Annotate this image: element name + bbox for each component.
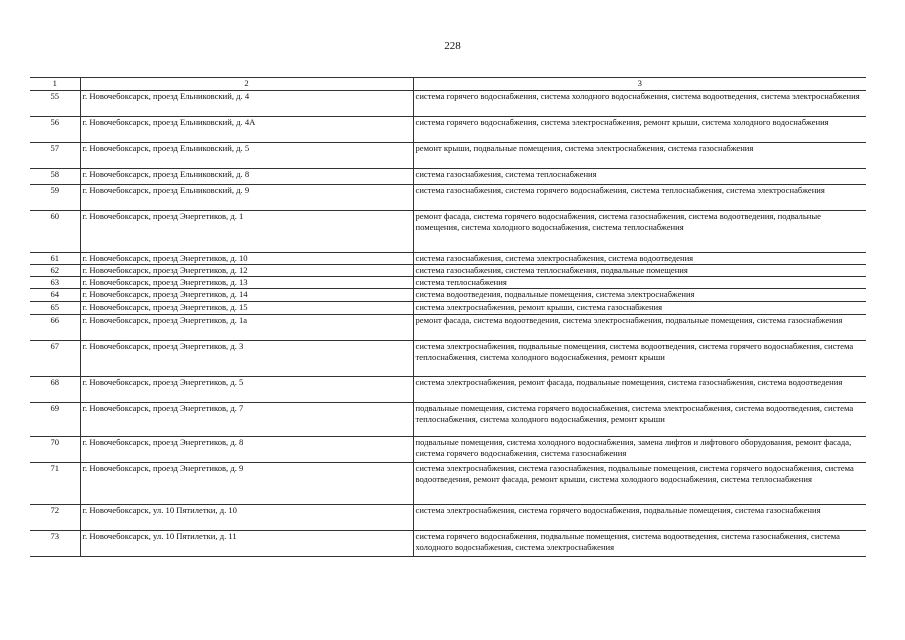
row-works: система электроснабжения, система газоснабжения, подвальные помещения, система горячего водоснабжения, система водоотведения, ремонт фасада, ремонт крыши, система холодного водоснабжения, система теплоснабжения bbox=[413, 463, 866, 505]
row-number: 57 bbox=[30, 143, 80, 169]
row-number: 56 bbox=[30, 117, 80, 143]
row-address: г. Новочебоксарск, проезд Энергетиков, д. 1 bbox=[80, 211, 413, 253]
row-number: 65 bbox=[30, 302, 80, 315]
row-works: система теплоснабжения bbox=[413, 277, 866, 289]
row-number: 68 bbox=[30, 377, 80, 403]
row-address: г. Новочебоксарск, проезд Энергетиков, д. 15 bbox=[80, 302, 413, 315]
table-header-row bbox=[30, 78, 866, 91]
row-address: г. Новочебоксарск, проезд Энергетиков, д. 13 bbox=[80, 277, 413, 289]
row-works: ремонт фасада, система горячего водоснабжения, система газоснабжения, система водоотведения, подвальные помещения, система холодного водоснабжения, система теплоснабжения bbox=[413, 211, 866, 253]
row-works: система горячего водоснабжения, система электроснабжения, ремонт крыши, система холодного водоснабжения bbox=[413, 117, 866, 143]
row-works: подвальные помещения, система горячего водоснабжения, система электроснабжения, система водоотведения, система теплоснабжения, система холодного водоснабжения, ремонт крыши bbox=[413, 403, 866, 437]
table-row bbox=[30, 211, 866, 253]
table-row bbox=[30, 277, 866, 289]
table-row bbox=[30, 505, 866, 531]
row-address: г. Новочебоксарск, ул. 10 Пятилетки, д. 11 bbox=[80, 531, 413, 557]
row-number: 63 bbox=[30, 277, 80, 289]
row-works: система газоснабжения, система теплоснабжения, подвальные помещения bbox=[413, 265, 866, 277]
table-row bbox=[30, 143, 866, 169]
row-address: г. Новочебоксарск, проезд Ельниковский, д. 9 bbox=[80, 185, 413, 211]
table-row bbox=[30, 265, 866, 277]
row-number: 67 bbox=[30, 341, 80, 377]
row-works: ремонт фасада, система водоотведения, система электроснабжения, подвальные помещения, система газоснабжения bbox=[413, 315, 866, 341]
row-number: 62 bbox=[30, 265, 80, 277]
row-number: 70 bbox=[30, 437, 80, 463]
row-address: г. Новочебоксарск, проезд Энергетиков, д. 1а bbox=[80, 315, 413, 341]
row-number: 72 bbox=[30, 505, 80, 531]
row-works: подвальные помещения, система холодного водоснабжения, замена лифтов и лифтового оборудования, ремонт фасада, система горячего водоснабжения, система газоснабжения bbox=[413, 437, 866, 463]
row-works: система газоснабжения, система электроснабжения, система водоотведения bbox=[413, 253, 866, 265]
table-row bbox=[30, 377, 866, 403]
row-number: 66 bbox=[30, 315, 80, 341]
table-row bbox=[30, 117, 866, 143]
row-address: г. Новочебоксарск, проезд Ельниковский, д. 4 bbox=[80, 91, 413, 117]
row-address: г. Новочебоксарск, проезд Энергетиков, д. 12 bbox=[80, 265, 413, 277]
row-address: г. Новочебоксарск, проезд Энергетиков, д. 7 bbox=[80, 403, 413, 437]
table-row bbox=[30, 169, 866, 185]
table-row bbox=[30, 315, 866, 341]
table-row bbox=[30, 253, 866, 265]
row-address: г. Новочебоксарск, проезд Ельниковский, д. 8 bbox=[80, 169, 413, 185]
row-works: система электроснабжения, система горячего водоснабжения, подвальные помещения, система газоснабжения bbox=[413, 505, 866, 531]
row-number: 55 bbox=[30, 91, 80, 117]
row-works: система газоснабжения, система теплоснабжения bbox=[413, 169, 866, 185]
column-header-number: 1 bbox=[30, 78, 80, 91]
column-header-address: 2 bbox=[80, 78, 413, 91]
buildings-table bbox=[30, 77, 866, 557]
row-address: г. Новочебоксарск, ул. 10 Пятилетки, д. 10 bbox=[80, 505, 413, 531]
table-row bbox=[30, 341, 866, 377]
row-number: 59 bbox=[30, 185, 80, 211]
row-works: ремонт крыши, подвальные помещения, система электроснабжения, система газоснабжения bbox=[413, 143, 866, 169]
table-row bbox=[30, 437, 866, 463]
row-number: 73 bbox=[30, 531, 80, 557]
row-works: система горячего водоснабжения, система холодного водоснабжения, система водоотведения, система электроснабжения bbox=[413, 91, 866, 117]
table-row bbox=[30, 531, 866, 557]
row-works: система электроснабжения, ремонт крыши, система газоснабжения bbox=[413, 302, 866, 315]
row-works: система горячего водоснабжения, подвальные помещения, система водоотведения, система газоснабжения, система холодного водоснабжения, система электроснабжения bbox=[413, 531, 866, 557]
table-row bbox=[30, 91, 866, 117]
row-number: 64 bbox=[30, 289, 80, 302]
row-address: г. Новочебоксарск, проезд Энергетиков, д. 3 bbox=[80, 341, 413, 377]
row-address: г. Новочебоксарск, проезд Энергетиков, д. 14 bbox=[80, 289, 413, 302]
row-address: г. Новочебоксарск, проезд Ельниковский, д. 5 bbox=[80, 143, 413, 169]
column-header-works: 3 bbox=[413, 78, 866, 91]
row-works: система водоотведения, подвальные помещения, система электроснабжения bbox=[413, 289, 866, 302]
row-address: г. Новочебоксарск, проезд Энергетиков, д. 5 bbox=[80, 377, 413, 403]
row-address: г. Новочебоксарск, проезд Энергетиков, д. 10 bbox=[80, 253, 413, 265]
row-number: 61 bbox=[30, 253, 80, 265]
row-works: система электроснабжения, ремонт фасада, подвальные помещения, система газоснабжения, система водоотведения bbox=[413, 377, 866, 403]
row-works: система электроснабжения, подвальные помещения, система водоотведения, система горячего водоснабжения, система теплоснабжения, система холодного водоснабжения, ремонт крыши bbox=[413, 341, 866, 377]
row-address: г. Новочебоксарск, проезд Ельниковский, д. 4А bbox=[80, 117, 413, 143]
table-row bbox=[30, 463, 866, 505]
table-row bbox=[30, 185, 866, 211]
row-number: 69 bbox=[30, 403, 80, 437]
table-body bbox=[30, 91, 866, 557]
page-number: 228 bbox=[444, 40, 461, 52]
row-number: 71 bbox=[30, 463, 80, 505]
row-address: г. Новочебоксарск, проезд Энергетиков, д. 9 bbox=[80, 463, 413, 505]
row-address: г. Новочебоксарск, проезд Энергетиков, д. 8 bbox=[80, 437, 413, 463]
table-row bbox=[30, 289, 866, 302]
table-row bbox=[30, 403, 866, 437]
row-works: система газоснабжения, система горячего водоснабжения, система теплоснабжения, система электроснабжения bbox=[413, 185, 866, 211]
table-row bbox=[30, 302, 866, 315]
row-number: 58 bbox=[30, 169, 80, 185]
row-number: 60 bbox=[30, 211, 80, 253]
